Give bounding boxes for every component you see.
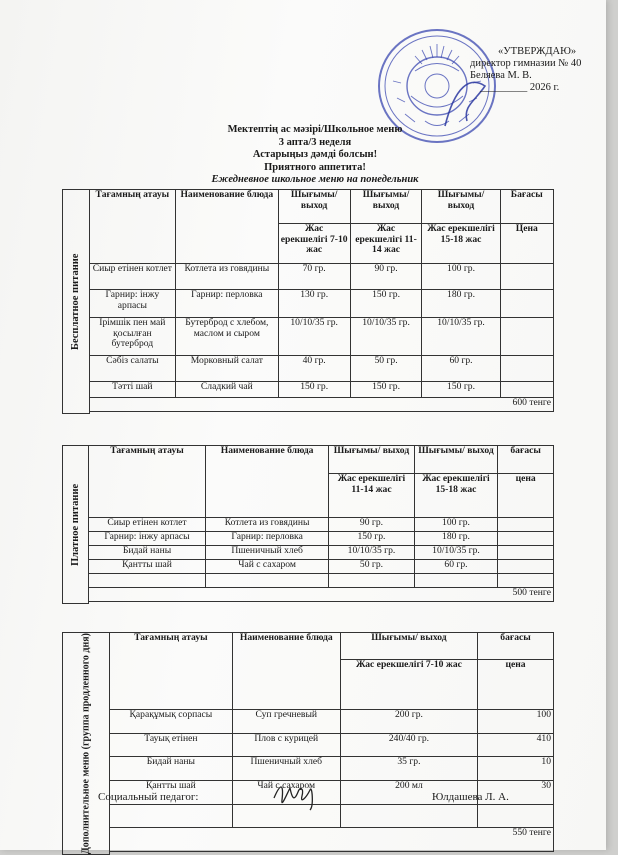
title-line-2: 3 апта/3 неделя [278, 136, 352, 148]
header-dish-kz: Тағамның атауы [89, 190, 175, 264]
cell: 150 гр. [422, 382, 500, 398]
paid-menu-side-label: Платное питание [63, 446, 89, 604]
approval-line-2: директор гимназии № 40 [470, 58, 582, 69]
extra-menu-table [62, 632, 554, 855]
signature-icon [270, 778, 328, 812]
table-row [63, 290, 554, 318]
cell: 60 гр. [422, 356, 500, 382]
title-line-1: Мектептің ас мәзірі/Школьное меню [227, 124, 403, 135]
cell: 10/10/35 гр. [278, 318, 350, 356]
cell: 10/10/35 гр. [422, 318, 500, 356]
cell: 150 гр. [278, 382, 350, 398]
table-row [63, 318, 554, 356]
cell: 200 мл [340, 781, 477, 805]
cell: Қантты шай [110, 781, 233, 805]
cell: Суп гречневый [232, 710, 340, 734]
cell: Чай с сахаром [232, 781, 340, 805]
cell: Чай с сахаром [206, 560, 329, 574]
header-yield: Шығымы/ выход [414, 446, 498, 474]
total-price: 600 тенге [89, 398, 553, 412]
header-price: бағасы [478, 633, 554, 660]
cell: Пшеничный хлеб [206, 546, 329, 560]
table-row [63, 574, 554, 588]
free-menu-side-label: Бесплатное питание [63, 190, 90, 414]
cell: 35 гр. [340, 757, 477, 781]
cell [500, 382, 553, 398]
cell: 70 гр. [278, 264, 350, 290]
table-row [63, 264, 554, 290]
signer-role: Социальный педагог: [98, 791, 199, 803]
subheader-age: Жас ерекшелігі 7-10 жас [340, 659, 477, 709]
cell: 100 [478, 710, 554, 734]
cell: 240/40 гр. [340, 733, 477, 757]
signer-name: Юлдашева Л. А. [432, 791, 509, 803]
cell: Ірімшік пен май қосылған бутерброд [89, 318, 175, 356]
cell: Сәбіз салаты [89, 356, 175, 382]
cell: Бутерброд с хлебом, маслом и сыром [175, 318, 278, 356]
cell: 150 гр. [350, 382, 422, 398]
cell: 100 гр. [414, 518, 498, 532]
cell: Котлета из говядины [206, 518, 329, 532]
title-line-4: Приятного аппетита! [264, 161, 366, 173]
approval-line-1: «УТВЕРЖДАЮ» [498, 46, 577, 57]
free-menu-table [62, 189, 554, 414]
title-line-5: Ежедневное школьное меню на понедельник [211, 174, 419, 185]
table-row [63, 356, 554, 382]
cell [498, 546, 554, 560]
header-dish-kz: Тағамның атауы [110, 633, 233, 710]
table-row [63, 382, 554, 398]
cell [500, 356, 553, 382]
cell: 10/10/35 гр. [350, 318, 422, 356]
cell: Сиыр етінен котлет [89, 264, 175, 290]
cell: Тәтті шай [89, 382, 175, 398]
cell: 10 [478, 757, 554, 781]
cell: 410 [478, 733, 554, 757]
approval-block [470, 46, 581, 94]
subheader-price: цена [498, 474, 554, 518]
cell: 40 гр. [278, 356, 350, 382]
header-dish-ru: Наименование блюда [232, 633, 340, 710]
header-dish-kz: Тағамның атауы [89, 446, 206, 518]
cell: Плов с курицей [232, 733, 340, 757]
header-dish-ru: Наименование блюда [206, 446, 329, 518]
menu-title [180, 124, 450, 187]
header-dish-ru: Наименование блюда [175, 190, 278, 264]
header-price: Бағасы [500, 190, 553, 224]
cell: 150 гр. [329, 532, 415, 546]
cell: Гарнир: перловка [175, 290, 278, 318]
subheader-age: Жас ерекшелігі 15-18 жас [414, 474, 498, 518]
table-row [63, 710, 554, 734]
cell: Қарақұмық сорпасы [110, 710, 233, 734]
cell [500, 290, 553, 318]
table-row [63, 532, 554, 546]
header-yield: Шығымы/ выход [329, 446, 415, 474]
cell: 100 гр. [422, 264, 500, 290]
cell: 30 [478, 781, 554, 805]
cell: 10/10/35 гр. [329, 546, 415, 560]
cell: 50 гр. [329, 560, 415, 574]
header-yield: Шығымы/ выход [278, 190, 350, 224]
cell [498, 560, 554, 574]
cell: 90 гр. [329, 518, 415, 532]
cell [500, 264, 553, 290]
table-row [63, 733, 554, 757]
cell: 180 гр. [422, 290, 500, 318]
table-row [63, 518, 554, 532]
title-line-3: Астарыңыз дәмді болсын! [252, 149, 378, 160]
cell: Сладкий чай [175, 382, 278, 398]
cell: 150 гр. [350, 290, 422, 318]
table-row [63, 546, 554, 560]
subheader-age: Жас ерекшелігі 11-14 жас [329, 474, 415, 518]
approval-line-4: _________ 2026 г. [480, 82, 560, 93]
cell: 60 гр. [414, 560, 498, 574]
cell: Бидай наны [110, 757, 233, 781]
header-yield: Шығымы/ выход [340, 633, 477, 660]
cell: 130 гр. [278, 290, 350, 318]
cell: 180 гр. [414, 532, 498, 546]
header-yield: Шығымы/ выход [350, 190, 422, 224]
cell [498, 518, 554, 532]
cell: Морковный салат [175, 356, 278, 382]
cell: Тауық етінен [110, 733, 233, 757]
table-row [63, 757, 554, 781]
paid-menu-table [62, 445, 554, 604]
subheader-price: цена [478, 659, 554, 709]
cell: 50 гр. [350, 356, 422, 382]
cell: Котлета из говядины [175, 264, 278, 290]
header-price: бағасы [498, 446, 554, 474]
cell: Гарнир: інжу арпасы [89, 290, 175, 318]
subheader-age: Жас ерекшелігі 15-18 жас [422, 224, 500, 264]
cell: Бидай наны [89, 546, 206, 560]
approval-line-3: Беляева М. В. [470, 70, 532, 81]
cell: 10/10/35 гр. [414, 546, 498, 560]
cell [498, 532, 554, 546]
cell: 200 гр. [340, 710, 477, 734]
subheader-age: Жас ерекшелігі 11-14 жас [350, 224, 422, 264]
header-yield: Шығымы/ выход [422, 190, 500, 224]
subheader-price: Цена [500, 224, 553, 264]
cell: Гарнир: інжу арпасы [89, 532, 206, 546]
subheader-age: Жас ерекшелігі 7-10 жас [278, 224, 350, 264]
extra-menu-side-label: Дополнительное меню (группа продленного дня) [63, 633, 110, 855]
cell: 90 гр. [350, 264, 422, 290]
total-price: 500 тенге [89, 588, 554, 602]
cell: Пшеничный хлеб [232, 757, 340, 781]
total-price: 550 тенге [110, 828, 554, 852]
cell: Қантты шай [89, 560, 206, 574]
cell: Сиыр етінен котлет [89, 518, 206, 532]
cell: Гарнир: перловка [206, 532, 329, 546]
cell [500, 318, 553, 356]
table-row [63, 560, 554, 574]
